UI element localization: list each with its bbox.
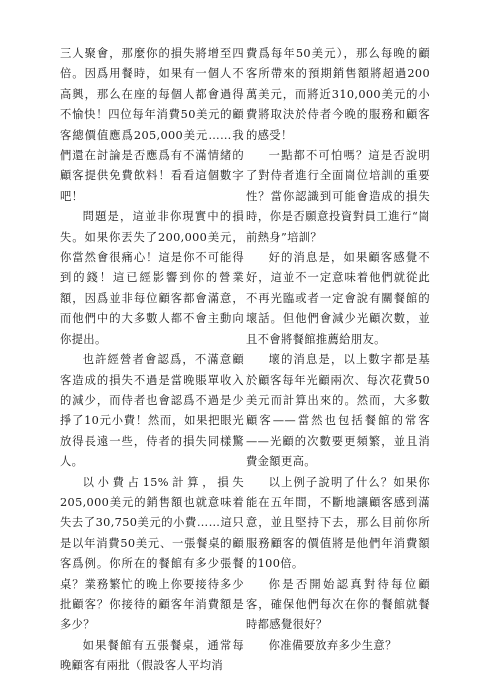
paragraph: 也許經營者會認爲，不滿意顧客造成的損失不過是當晚賬單收入的減少，而侍者也會認爲不過是少掙了10元小費！然而，如果把眼光放得長遠一些，侍者的損失同樣驚人。 [60,353,244,469]
paragraph: 壞的消息是，以上數字都是基於顧客每年光顧兩次、每次花費50美元而計算出來的。然而，大多數顧客——當然也包括餐館的常客——光顧的次數要更頻繁，並且消費金額更高。 [246,353,430,469]
paragraph: 好的消息是，如果顧客感覺不好，這並不一定意味着他們就從此不再光臨或者一定會說有關餐館的壞話。但他們會減少光顧次數，並且不會將餐館推薦給朋友。 [246,251,430,346]
paragraph: 費爲每年50美元），那么每晚的顧客所帶來的預期銷售額將超過200萬美元，而將近310,000美元的小費將取決於侍者今晚的服務和顧客的感受！ [246,47,430,142]
right-text-column [246,44,430,656]
paragraph: 你是否開始認真對待每位顧客，確保他們每次在你的餐館就餐時都感覺很好？ [246,577,430,632]
paragraph: 如果餐館有五張餐桌，通常每晚顧客有兩批（假設客人平均消 [60,638,244,673]
paragraph: 三人聚會，那麼你的損失將增至四倍。因爲用餐時，如果有一個人不高興，那么在座的每個人都會過得不愉快！四位每年消費50美元的顧客總價值應爲205,000美元……我們還在討論是否應爲有不滿情緒的顧客提供免費飲料！看看這個數字吧！ [60,47,244,203]
paragraph: 一點都不可怕嗎？這是否說明了對侍者進行全面崗位培訓的重要性？當你認識到可能會造成的損失時，你是否願意投資對員工進行“崗前熱身”培訓？ [246,149,430,244]
paragraph: 問題是，這並非你現實中的損失。如果你丟失了200,000美元，你當然會很痛心！這是你不可能得到的錢！這已經影響到你的營業額，因爲並非每位顧客都會滿意，而他們中的大多數人都不會主動向你提出。 [60,210,244,346]
left-text-column [60,44,244,677]
paragraph: 你准備要放弃多少生意？ [268,638,397,652]
paragraph: 以上例子說明了什么？如果你能在五年間，不斷地讓顧客感到滿意，並且堅持下去，那么目前你所服務顧客的價值將是他們年消費額的100倍。 [246,475,430,571]
paragraph: 以小費占15%計算，損失205,000美元的銷售額也就意味着失去了30,750美元的小費……這只是以年消費50美元、一張餐桌的顧客爲例。你所在的餐館有多少張餐桌？業務繁忙的晚上你要接待多少批顧客？你接待的顧客年消費額是多少？ [60,475,244,632]
